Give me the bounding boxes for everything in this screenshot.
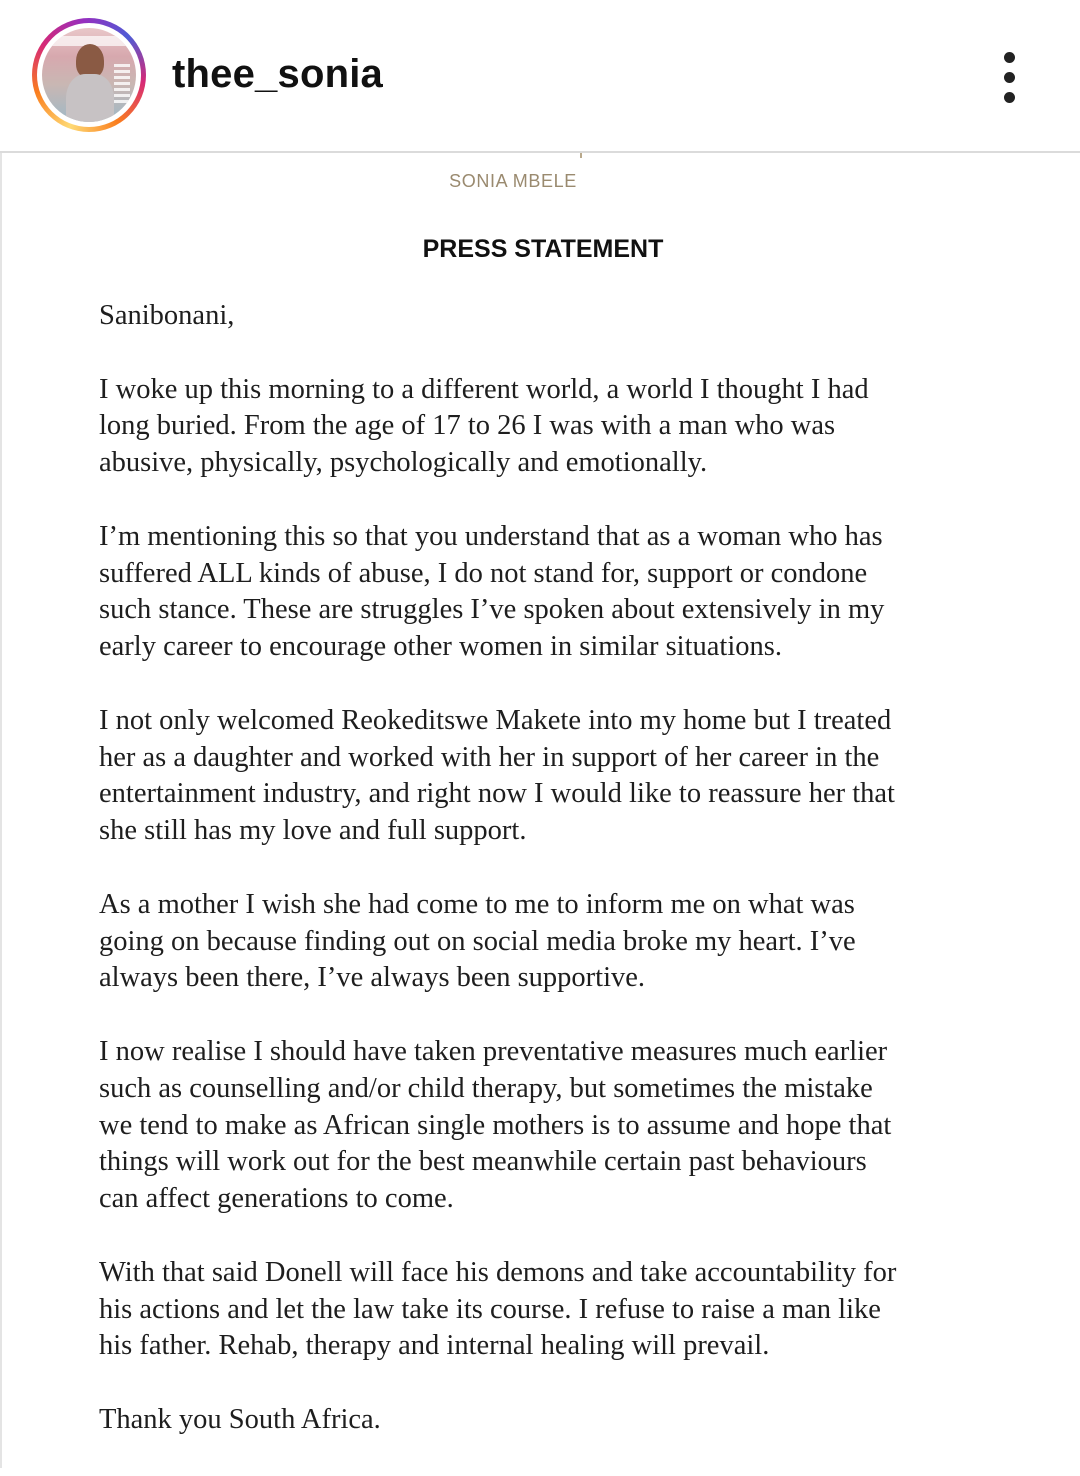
statement-paragraph: I not only welcomed Reokeditswe Makete into my home but I treated her as a daughter and worked with her in support of her career in the entertainment industry, and right now I would like to reassure her that she still has my love and full support. [99,704,895,847]
letterhead-mark [580,153,582,158]
avatar-face [76,44,104,78]
document-title: PRESS STATEMENT [422,235,664,263]
avatar-cover-lines [114,64,130,104]
document-left-edge [0,153,2,1468]
username-link[interactable]: thee_sonia [172,52,383,96]
letterhead-name: SONIA MBELE [449,171,577,191]
more-options-button[interactable] [990,44,1030,106]
post-header [0,0,1080,153]
statement-body [99,298,999,1476]
avatar-border [37,23,141,127]
statement-paragraph: I’m mentioning this so that you understand that as a woman who has suffered ALL kinds of abuse, I do not stand for, support or condone such stance. These are struggles I’ve spoken about extensively in my early career to encourage other women in similar situations. [99,520,885,663]
more-dot-icon [1004,52,1015,63]
statement-paragraph: I woke up this morning to a different world, a world I thought I had long buried. From the age of 17 to 26 I was with a man who was abusive, physically, psychologically and emotionally. [99,373,869,479]
greeting-paragraph: Sanibonani, [99,300,235,331]
more-dot-icon [1004,72,1015,83]
avatar-body [66,74,114,122]
statement-paragraph: I now realise I should have taken preventative measures much earlier such as counselling and/or child therapy, but sometimes the mistake we tend to make as African single mothers is to assume and hope that things will work out for the best meanwhile certain past behaviours can affect generations to come. [99,1035,892,1215]
avatar-photo [42,28,136,122]
statement-paragraph: With that said Donell will face his demons and take accountability for his actions and let the law take its course. I refuse to raise a man like his father. Rehab, therapy and internal healing will prevail. [99,1256,897,1362]
post-image-press-statement [0,153,1080,1468]
profile-avatar[interactable] [32,18,146,132]
statement-paragraph: As a mother I wish she had come to me to inform me on what was going on because finding out on social media broke my heart. I’ve always been there, I’ve always been supportive. [99,888,856,994]
closing-paragraph: Thank you South Africa. [99,1403,381,1435]
more-dot-icon [1004,92,1015,103]
